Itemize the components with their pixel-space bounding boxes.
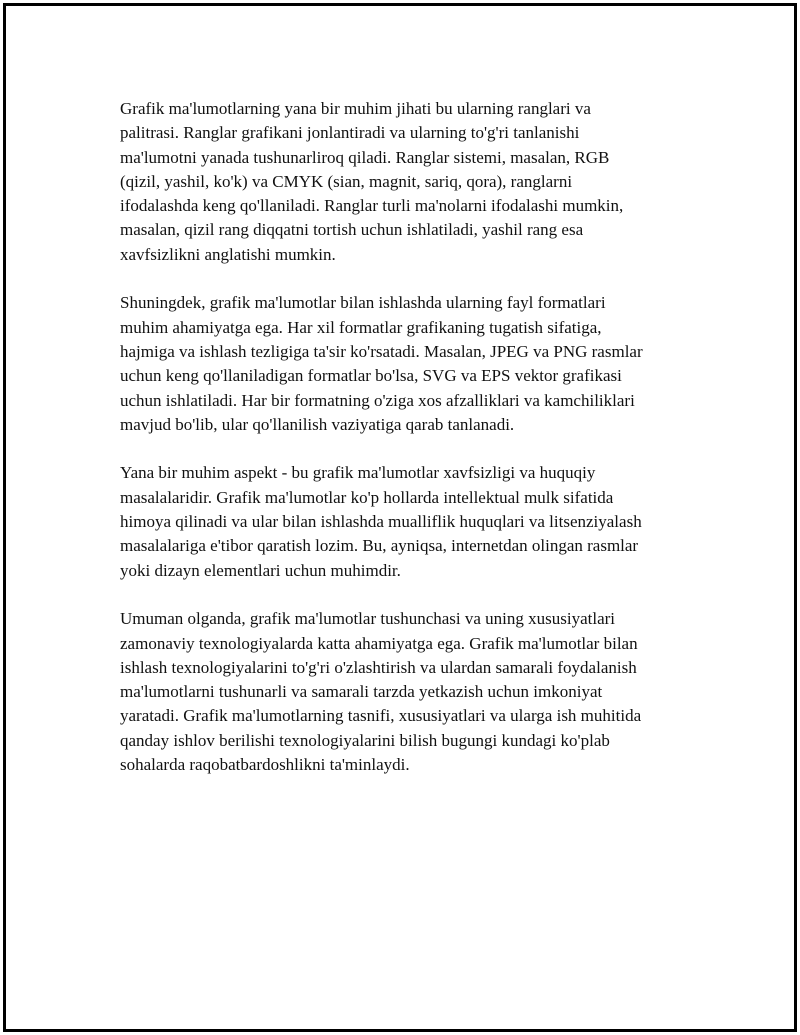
paragraph-conclusion: Umuman olganda, grafik ma'lumotlar tushunchasi va uning xususiyatlari zamonaviy texnologiyalarda katta ahamiyatga ega. Grafik ma'lumotlar bilan ishlash texnologiyalarini to'g'ri o'zlashtirish va ulardan samarali foydalanish ma'lumotlarni tushunarli va samarali tarzda yetkazish uchun imkoniyat yaratadi. Grafik ma'lumotlarning tasnifi, xususiyatlari va ularga ish muhitida qanday ishlov berilishi texnologiyalarini bilish bugungi kundagi ko'plab sohalarda raqobatbardoshlikni ta'minlaydi. <box>120 609 642 775</box>
page-frame <box>3 3 797 1032</box>
paragraph-file-formats: Shuningdek, grafik ma'lumotlar bilan ishlashda ularning fayl formatlari muhim ahamiyatga ega. Har xil formatlar grafikaning tugatish sifatiga, hajmiga va ishlash tezligiga ta'sir ko'rsatadi. Masalan, JPEG va PNG rasmlar uchun keng qo'llaniladigan formatlar bo'lsa, SVG va EPS vektor grafikasi uchun ishlatiladi. Har bir formatning o'ziga xos afzalliklari va kamchiliklari mavjud bo'lib, ular qo'llanilish vaziyatiga qarab tanlanadi. <box>120 293 643 434</box>
paragraph-security-legal: Yana bir muhim aspekt - bu grafik ma'lumotlar xavfsizligi va huquqiy masalalaridir. Grafik ma'lumotlar ko'p hollarda intellektual mulk sifatida himoya qilinadi va ular bilan ishlashda mualliflik huquqlari va litsenziyalash masalalariga e'tibor qaratish lozim. Bu, ayniqsa, internetdan olingan rasmlar yoki dizayn elementlari uchun muhimdir. <box>120 463 642 580</box>
paragraph-colors: Grafik ma'lumotlarning yana bir muhim jihati bu ularning ranglari va palitrasi. Ranglar grafikani jonlantiradi va ularning to'g'ri tanlanishi ma'lumotni yanada tushunarliroq qiladi. Ranglar sistemi, masalan, RGB (qizil, yashil, ko'k) va CMYK (sian, magnit, sariq, qora), ranglarni ifodalashda keng qo'llaniladi. Ranglar turli ma'nolarni ifodalashi mumkin, masalan, qizil rang diqqatni tortish uchun ishlatiladi, yashil rang esa xavfsizlikni anglatishi mumkin. <box>120 99 624 264</box>
document-body <box>120 97 700 802</box>
